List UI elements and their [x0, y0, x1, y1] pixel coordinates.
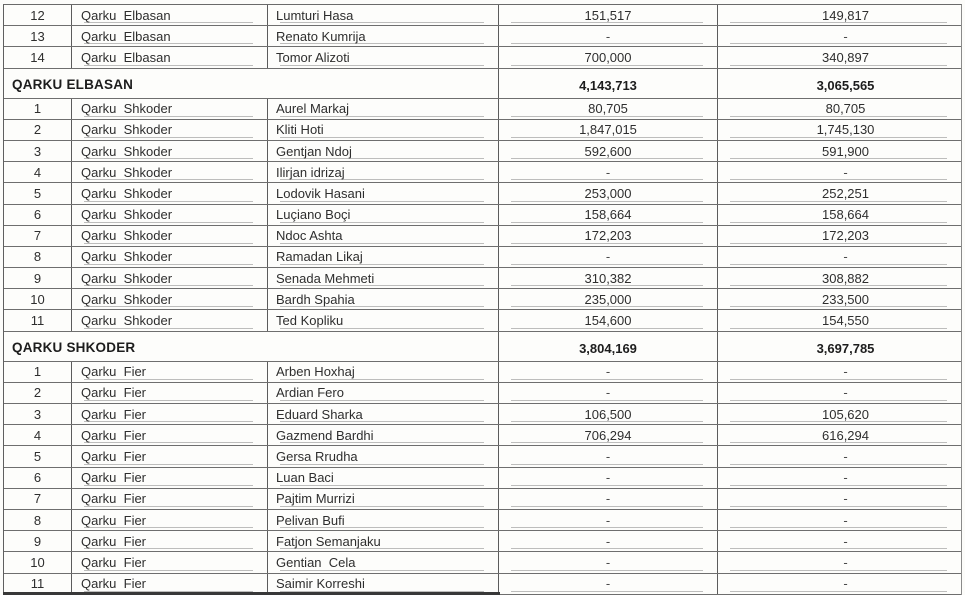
- amount-col2-cell: -: [718, 383, 961, 403]
- name-cell: Saimir Korreshi: [268, 574, 499, 594]
- row-number-cell: 10: [4, 552, 72, 572]
- amount-col1-cell: 706,294: [499, 425, 718, 445]
- name-cell: Pajtim Murrizi: [268, 489, 499, 509]
- amount-col2-cell: -: [718, 362, 961, 382]
- row-number-cell: 6: [4, 468, 72, 488]
- row-number-cell: 1: [4, 99, 72, 119]
- row-number-cell: 2: [4, 383, 72, 403]
- table-row: [4, 425, 961, 446]
- amount-col2-cell: 158,664: [718, 205, 961, 225]
- region-cell: Qarku Fier: [72, 425, 268, 445]
- table-row: [4, 162, 961, 183]
- table-row: [4, 404, 961, 425]
- amount-col2-cell: 1,745,130: [718, 120, 961, 140]
- row-number-cell: 2: [4, 120, 72, 140]
- table-row: [4, 5, 961, 26]
- region-cell: Qarku Shkoder: [72, 226, 268, 246]
- row-number-cell: 8: [4, 247, 72, 267]
- row-number-cell: 8: [4, 510, 72, 530]
- name-cell: Lodovik Hasani: [268, 183, 499, 203]
- name-cell: Pelivan Bufi: [268, 510, 499, 530]
- amount-col1-cell: -: [499, 383, 718, 403]
- total-amount-col2-cell: 3,697,785: [816, 340, 875, 356]
- region-cell: Qarku Fier: [72, 531, 268, 551]
- table-row: [4, 289, 961, 310]
- table-row: [4, 47, 961, 68]
- name-cell: Fatjon Semanjaku: [268, 531, 499, 551]
- amount-col1-cell: 235,000: [499, 289, 718, 309]
- region-cell: Qarku Elbasan: [72, 26, 268, 46]
- table-row: [4, 99, 961, 120]
- region-cell: Qarku Shkoder: [72, 268, 268, 288]
- name-cell: Ted Kopliku: [268, 310, 499, 330]
- amount-col1-cell: 151,517: [499, 5, 718, 25]
- row-number-cell: 11: [4, 574, 72, 594]
- region-cell: Qarku Shkoder: [72, 162, 268, 182]
- name-cell: Gersa Rrudha: [268, 446, 499, 466]
- amount-col2-cell: -: [718, 468, 961, 488]
- region-cell: Qarku Fier: [72, 383, 268, 403]
- region-cell: Qarku Shkoder: [72, 183, 268, 203]
- amount-col2-cell: 308,882: [718, 268, 961, 288]
- amount-col1-cell: 158,664: [499, 205, 718, 225]
- region-cell: Qarku Elbasan: [72, 47, 268, 67]
- name-cell: Ardian Fero: [268, 383, 499, 403]
- amount-col2-cell: -: [718, 531, 961, 551]
- row-number-cell: 10: [4, 289, 72, 309]
- row-number-cell: 11: [4, 310, 72, 330]
- region-cell: Qarku Fier: [72, 489, 268, 509]
- total-label-cell: QARKU ELBASAN: [4, 69, 499, 98]
- amount-col1-cell: 310,382: [499, 268, 718, 288]
- amount-col1-cell: 1,847,015: [499, 120, 718, 140]
- total-amount-col2-cell: 3,065,565: [816, 77, 875, 93]
- row-number-cell: 4: [4, 162, 72, 182]
- total-amount-col1-cell: 3,804,169: [499, 332, 718, 361]
- name-cell: Gentian Cela: [268, 552, 499, 572]
- row-number-cell: 13: [4, 26, 72, 46]
- name-cell: Kliti Hoti: [268, 120, 499, 140]
- name-cell: Tomor Alizoti: [268, 47, 499, 67]
- name-cell: Gentjan Ndoj: [268, 141, 499, 161]
- table-row: [4, 468, 961, 489]
- amount-col1-cell: 253,000: [499, 183, 718, 203]
- name-cell: Renato Kumrija: [268, 26, 499, 46]
- table-row: [4, 183, 961, 204]
- amount-col1-cell: -: [499, 531, 718, 551]
- name-cell: Luan Baci: [268, 468, 499, 488]
- region-cell: Qarku Fier: [72, 510, 268, 530]
- amount-col2-cell: -: [718, 247, 961, 267]
- table-row: [4, 489, 961, 510]
- total-label-cell: QARKU SHKODER: [4, 332, 499, 361]
- amount-col2-cell: 80,705: [718, 99, 961, 119]
- table-row: [4, 247, 961, 268]
- name-cell: Aurel Markaj: [268, 99, 499, 119]
- row-number-cell: 3: [4, 404, 72, 424]
- table-row: [4, 552, 961, 573]
- region-cell: Qarku Fier: [72, 552, 268, 572]
- region-cell: Qarku Shkoder: [72, 310, 268, 330]
- amount-col2-cell: 154,550: [718, 310, 961, 330]
- amount-col1-cell: -: [499, 510, 718, 530]
- table-row: [4, 531, 961, 552]
- amount-col2-cell: 340,897: [718, 47, 961, 67]
- row-number-cell: 6: [4, 205, 72, 225]
- row-number-cell: 5: [4, 183, 72, 203]
- amount-col1-cell: 80,705: [499, 99, 718, 119]
- region-cell: Qarku Fier: [72, 404, 268, 424]
- table-row: [4, 226, 961, 247]
- amount-col2-cell: -: [718, 510, 961, 530]
- amount-col1-cell: -: [499, 362, 718, 382]
- region-cell: Qarku Elbasan: [72, 5, 268, 25]
- table-row: [4, 26, 961, 47]
- name-cell: Gazmend Bardhi: [268, 425, 499, 445]
- row-number-cell: 7: [4, 226, 72, 246]
- amount-col2-cell: -: [718, 26, 961, 46]
- table-row: [4, 141, 961, 162]
- row-number-cell: 9: [4, 531, 72, 551]
- name-cell: Lumturi Hasa: [268, 5, 499, 25]
- amount-col1-cell: -: [499, 162, 718, 182]
- region-cell: Qarku Fier: [72, 362, 268, 382]
- amount-col2-cell: -: [718, 162, 961, 182]
- amount-col1-cell: 106,500: [499, 404, 718, 424]
- amount-col1-cell: -: [499, 446, 718, 466]
- amount-col2-cell: -: [718, 552, 961, 572]
- region-cell: Qarku Shkoder: [72, 120, 268, 140]
- table-row: [4, 383, 961, 404]
- region-cell: Qarku Shkoder: [72, 141, 268, 161]
- row-number-cell: 12: [4, 5, 72, 25]
- table-row: [4, 268, 961, 289]
- region-cell: Qarku Fier: [72, 446, 268, 466]
- amount-col2-cell: -: [718, 574, 961, 594]
- amount-col1-cell: -: [499, 574, 718, 594]
- region-cell: Qarku Shkoder: [72, 205, 268, 225]
- amount-col2-cell: 233,500: [718, 289, 961, 309]
- name-cell: Eduard Sharka: [268, 404, 499, 424]
- amount-col2-cell: 149,817: [718, 5, 961, 25]
- region-cell: Qarku Shkoder: [72, 99, 268, 119]
- row-number-cell: 5: [4, 446, 72, 466]
- name-cell: Ramadan Likaj: [268, 247, 499, 267]
- amount-col2-cell: -: [718, 489, 961, 509]
- table-row: [4, 510, 961, 531]
- row-number-cell: 3: [4, 141, 72, 161]
- row-number-cell: 1: [4, 362, 72, 382]
- table-total-row: [4, 332, 961, 362]
- row-number-cell: 9: [4, 268, 72, 288]
- amount-col1-cell: -: [499, 26, 718, 46]
- qarku-table: [3, 4, 962, 595]
- amount-col1-cell: 700,000: [499, 47, 718, 67]
- amount-col1-cell: 172,203: [499, 226, 718, 246]
- region-cell: Qarku Fier: [72, 574, 268, 594]
- total-amount-col1-cell: 4,143,713: [499, 69, 718, 98]
- name-cell: Bardh Spahia: [268, 289, 499, 309]
- amount-col1-cell: -: [499, 247, 718, 267]
- amount-col1-cell: 154,600: [499, 310, 718, 330]
- amount-col1-cell: -: [499, 468, 718, 488]
- table-row: [4, 362, 961, 383]
- name-cell: Ilirjan idrizaj: [268, 162, 499, 182]
- amount-col2-cell: 172,203: [718, 226, 961, 246]
- name-cell: Luçiano Boçi: [268, 205, 499, 225]
- region-cell: Qarku Fier: [72, 468, 268, 488]
- region-cell: Qarku Shkoder: [72, 247, 268, 267]
- name-cell: Senada Mehmeti: [268, 268, 499, 288]
- amount-col1-cell: -: [499, 489, 718, 509]
- name-cell: Arben Hoxhaj: [268, 362, 499, 382]
- table-row: [4, 205, 961, 226]
- amount-col2-cell: 616,294: [718, 425, 961, 445]
- amount-col2-cell: 591,900: [718, 141, 961, 161]
- amount-col2-cell: -: [718, 446, 961, 466]
- name-cell: Ndoc Ashta: [268, 226, 499, 246]
- region-cell: Qarku Shkoder: [72, 289, 268, 309]
- amount-col1-cell: 592,600: [499, 141, 718, 161]
- amount-col2-cell: 252,251: [718, 183, 961, 203]
- row-number-cell: 4: [4, 425, 72, 445]
- amount-col2-cell: 105,620: [718, 404, 961, 424]
- table-row: [4, 446, 961, 467]
- amount-col1-cell: -: [499, 552, 718, 572]
- table-total-row: [4, 69, 961, 99]
- table-row: [4, 120, 961, 141]
- row-number-cell: 7: [4, 489, 72, 509]
- table-row: [4, 310, 961, 331]
- row-number-cell: 14: [4, 47, 72, 67]
